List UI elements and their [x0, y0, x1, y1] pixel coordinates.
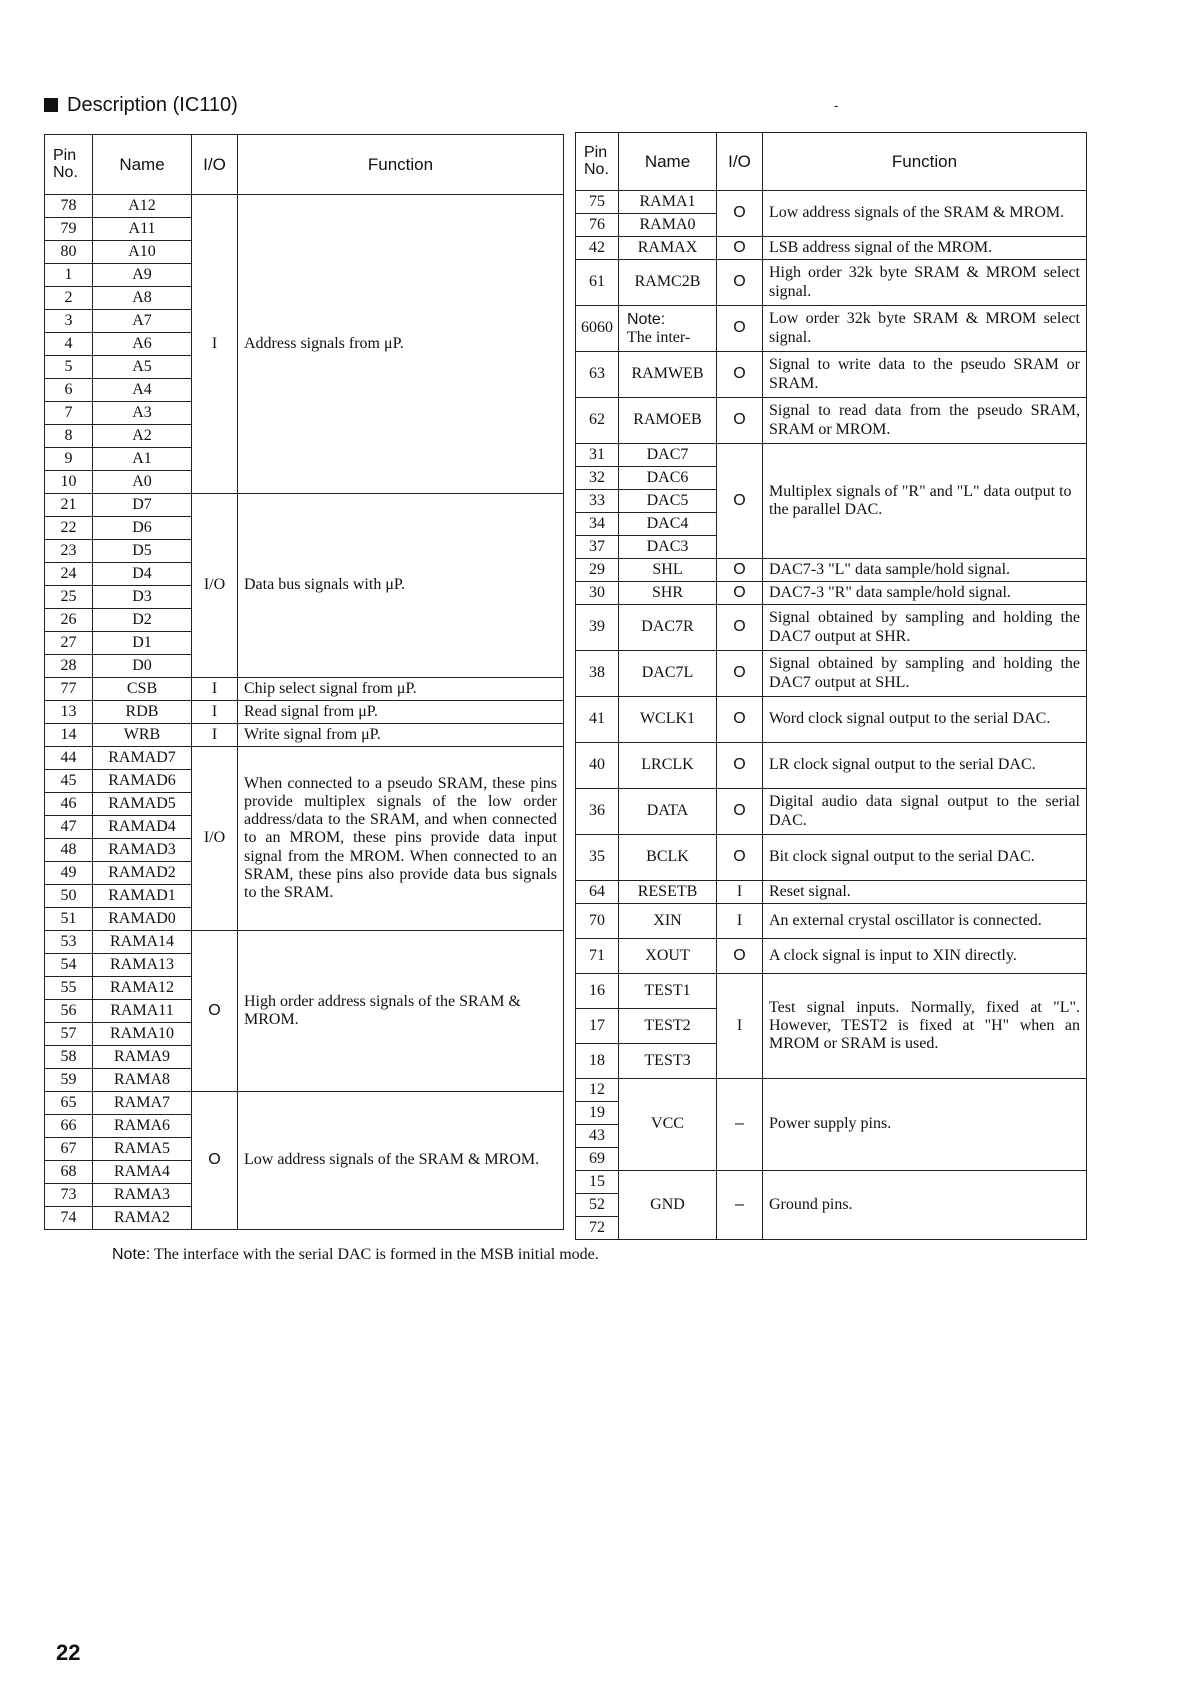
- header-io: I/O: [717, 133, 763, 191]
- pin-name: WCLK1: [619, 697, 717, 743]
- pin-name: A10: [93, 241, 192, 264]
- pin-name: RAMA3: [93, 1184, 192, 1207]
- pin-io: O: [717, 191, 763, 237]
- pin-name: BCLK: [619, 835, 717, 881]
- pin-function: An external crystal oscillator is connected.: [763, 904, 1087, 939]
- pin-name: WRB: [93, 724, 192, 747]
- pin-number: 37: [576, 536, 619, 559]
- pin-name: D0: [93, 655, 192, 678]
- pin-name: DAC7L: [619, 651, 717, 697]
- pin-name: RAMA11: [93, 1000, 192, 1023]
- pin-name: D2: [93, 609, 192, 632]
- pin-number: 47: [45, 816, 93, 839]
- pin-io: I/O: [192, 747, 238, 931]
- pin-name: RAMAD6: [93, 770, 192, 793]
- footnote-label: Note:: [112, 1246, 151, 1263]
- pin-io: O: [717, 559, 763, 582]
- pin-name: A5: [93, 356, 192, 379]
- pin-number: 42: [576, 237, 619, 260]
- table-row: [576, 1171, 1087, 1194]
- pin-number: 57: [45, 1023, 93, 1046]
- pin-name-line: The inter-: [627, 328, 691, 346]
- table-row: [576, 1079, 1087, 1102]
- pin-name: A6: [93, 333, 192, 356]
- pin-number: 70: [576, 904, 619, 939]
- table-row: [576, 881, 1087, 904]
- pin-function: Low address signals of the SRAM & MROM.: [763, 191, 1087, 237]
- pin-name: RAMA13: [93, 954, 192, 977]
- pin-number: 80: [45, 241, 93, 264]
- pin-number: 31: [576, 444, 619, 467]
- pin-number: 43: [576, 1125, 619, 1148]
- pin-function: Bit clock signal output to the serial DAC.: [763, 835, 1087, 881]
- pin-number: 29: [576, 559, 619, 582]
- pin-name: DAC3: [619, 536, 717, 559]
- table-row: [576, 191, 1087, 214]
- pin-name: DAC6: [619, 467, 717, 490]
- pin-number: 27: [45, 632, 93, 655]
- stray-mark: -: [834, 98, 839, 113]
- pin-name: A2: [93, 425, 192, 448]
- pin-name: A9: [93, 264, 192, 287]
- pin-number: 13: [45, 701, 93, 724]
- header-name: Name: [93, 135, 192, 195]
- pin-number: 71: [576, 939, 619, 974]
- pin-number: 36: [576, 789, 619, 835]
- pin-name: D6: [93, 517, 192, 540]
- pin-name: XOUT: [619, 939, 717, 974]
- pin-name: DAC7R: [619, 605, 717, 651]
- table-row: [576, 559, 1087, 582]
- pin-name: RAMA8: [93, 1069, 192, 1092]
- pin-number: 39: [576, 605, 619, 651]
- table-row: [45, 1092, 564, 1115]
- pin-name: D3: [93, 586, 192, 609]
- pin-io: I: [192, 195, 238, 494]
- pin-number: 73: [45, 1184, 93, 1207]
- table-row: [576, 237, 1087, 260]
- pin-number: 61: [576, 260, 619, 306]
- pin-io: O: [717, 582, 763, 605]
- pin-function: LR clock signal output to the serial DAC.: [763, 743, 1087, 789]
- pin-name: RAMAD2: [93, 862, 192, 885]
- pin-function: Digital audio data signal output to the serial DAC.: [763, 789, 1087, 835]
- pin-name: VCC: [619, 1079, 717, 1171]
- pin-io: I: [192, 724, 238, 747]
- table-row: [576, 904, 1087, 939]
- pin-io: O: [717, 743, 763, 789]
- pin-number: 72: [576, 1217, 619, 1240]
- pin-function: Low address signals of the SRAM & MROM.: [238, 1092, 564, 1230]
- pin-name: TEST1: [619, 974, 717, 1009]
- pin-io: O: [717, 260, 763, 306]
- pin-table-left: [44, 134, 564, 1230]
- pin-name: D1: [93, 632, 192, 655]
- pin-number: 33: [576, 490, 619, 513]
- pin-number: 74: [45, 1207, 93, 1230]
- pin-io: O: [717, 939, 763, 974]
- pin-table-left-body: [45, 195, 564, 1230]
- pin-name: D7: [93, 494, 192, 517]
- pin-io: I: [717, 881, 763, 904]
- pin-function: Signal obtained by sampling and holding the DAC7 output at SHR.: [763, 605, 1087, 651]
- pin-name-line: Note:: [627, 310, 666, 328]
- pin-number: 38: [576, 651, 619, 697]
- pin-name: RAMA1: [619, 191, 717, 214]
- pin-number: 7: [45, 402, 93, 425]
- table-row: [576, 306, 1087, 352]
- pin-number: 17: [576, 1009, 619, 1044]
- footnote-text: The interface with the serial DAC is formed in the MSB initial mode.: [153, 1246, 599, 1263]
- pin-name: LRCLK: [619, 743, 717, 789]
- pin-number: 4: [45, 333, 93, 356]
- table-row: [45, 747, 564, 770]
- pin-number: 3: [45, 310, 93, 333]
- pin-function: Data bus signals with μP.: [238, 494, 564, 678]
- pin-number: 5: [45, 356, 93, 379]
- pin-function: Reset signal.: [763, 881, 1087, 904]
- table-row: [45, 678, 564, 701]
- pin-name: RAMA2: [93, 1207, 192, 1230]
- pin-io: –: [717, 1171, 763, 1240]
- pin-number: 12: [576, 1079, 619, 1102]
- pin-number: 34: [576, 513, 619, 536]
- header-pin-no: Pin No.: [45, 135, 93, 195]
- table-row: [576, 743, 1087, 789]
- header-name: Name: [619, 133, 717, 191]
- table-row: [45, 931, 564, 954]
- pin-function: Power supply pins.: [763, 1079, 1087, 1171]
- pin-number: 16: [576, 974, 619, 1009]
- pin-io: O: [717, 398, 763, 444]
- table-row: [576, 398, 1087, 444]
- pin-function: A clock signal is input to XIN directly.: [763, 939, 1087, 974]
- pin-io: O: [192, 931, 238, 1092]
- pin-name: RAMAD3: [93, 839, 192, 862]
- table-row: [576, 939, 1087, 974]
- pin-name: A11: [93, 218, 192, 241]
- pin-table-right: [575, 132, 1087, 1240]
- pin-number: 62: [576, 398, 619, 444]
- pin-name: RAMAX: [619, 237, 717, 260]
- pin-name: TEST2: [619, 1009, 717, 1044]
- pin-number: 21: [45, 494, 93, 517]
- pin-number: 64: [576, 881, 619, 904]
- pin-number: 65: [45, 1092, 93, 1115]
- pin-name: XIN: [619, 904, 717, 939]
- table-row: [576, 974, 1087, 1009]
- pin-name: CSB: [93, 678, 192, 701]
- table-row: [45, 701, 564, 724]
- table-row: [576, 789, 1087, 835]
- pin-name: RESETB: [619, 881, 717, 904]
- pin-function: DAC7-3 "R" data sample/hold signal.: [763, 582, 1087, 605]
- pin-io: O: [717, 352, 763, 398]
- pin-function: Chip select signal from μP.: [238, 678, 564, 701]
- pin-function: Signal obtained by sampling and holding the DAC7 output at SHL.: [763, 651, 1087, 697]
- section-heading-text: Description (IC110): [67, 94, 238, 116]
- pin-function: Low order 32k byte SRAM & MROM select signal.: [763, 306, 1087, 352]
- table-row: [45, 724, 564, 747]
- table-row: [576, 260, 1087, 306]
- pin-function: LSB address signal of the MROM.: [763, 237, 1087, 260]
- pin-name: RAMA14: [93, 931, 192, 954]
- table-row: [576, 697, 1087, 743]
- pin-name: DATA: [619, 789, 717, 835]
- pin-name: A8: [93, 287, 192, 310]
- pin-io: I: [192, 678, 238, 701]
- table-row: [45, 494, 564, 517]
- pin-function: Address signals from μP.: [238, 195, 564, 494]
- pin-name: A1: [93, 448, 192, 471]
- table-row: [576, 605, 1087, 651]
- pin-function: High order address signals of the SRAM & MROM.: [238, 931, 564, 1092]
- pin-name: RAMAD5: [93, 793, 192, 816]
- pin-number: 66: [45, 1115, 93, 1138]
- pin-name: A4: [93, 379, 192, 402]
- pin-name: RAMAD4: [93, 816, 192, 839]
- pin-number: 32: [576, 467, 619, 490]
- pin-name: RAMOEB: [619, 398, 717, 444]
- header-function: Function: [238, 135, 564, 195]
- table-row: [576, 835, 1087, 881]
- bullet-square-icon: [44, 98, 58, 112]
- pin-function: When connected to a pseudo SRAM, these pins provide multiplex signals of the low order address/data to the SRAM, and when connected to an MROM, these pins provide data input signal from the MROM. When connected to an SRAM, these pins also provide data bus signals to the SRAM.: [238, 747, 564, 931]
- table-row: [576, 651, 1087, 697]
- footnote: [112, 1246, 599, 1264]
- pin-io: O: [717, 306, 763, 352]
- pin-number: 56: [45, 1000, 93, 1023]
- pin-number: 8: [45, 425, 93, 448]
- pin-number: 67: [45, 1138, 93, 1161]
- pin-number: 18: [576, 1044, 619, 1079]
- pin-io: O: [192, 1092, 238, 1230]
- pin-number: 10: [45, 471, 93, 494]
- pin-io: O: [717, 651, 763, 697]
- pin-name: RAMA7: [93, 1092, 192, 1115]
- header-pin-no: Pin No.: [576, 133, 619, 191]
- header-function: Function: [763, 133, 1087, 191]
- page-number: 22: [56, 1640, 81, 1665]
- pin-name: RAMA5: [93, 1138, 192, 1161]
- pin-name: D4: [93, 563, 192, 586]
- pin-number: 6: [45, 379, 93, 402]
- pin-io: O: [717, 237, 763, 260]
- pin-function: Word clock signal output to the serial DAC.: [763, 697, 1087, 743]
- pin-io: I/O: [192, 494, 238, 678]
- table-row: [576, 444, 1087, 467]
- pin-name: SHR: [619, 582, 717, 605]
- pin-number: 75: [576, 191, 619, 214]
- pin-name: RAMA6: [93, 1115, 192, 1138]
- pin-function: Test signal inputs. Normally, fixed at "L". However, TEST2 is fixed at "H" when an MROM or SRAM is used.: [763, 974, 1087, 1079]
- pin-number: 76: [576, 214, 619, 237]
- pin-function: Signal to write data to the pseudo SRAM or SRAM.: [763, 352, 1087, 398]
- table-row: [45, 195, 564, 218]
- pin-number: 25: [45, 586, 93, 609]
- pin-number: 19: [576, 1102, 619, 1125]
- pin-number: 77: [45, 678, 93, 701]
- pin-name: D5: [93, 540, 192, 563]
- pin-number: 28: [45, 655, 93, 678]
- pin-number: 14: [45, 724, 93, 747]
- pin-io: O: [717, 789, 763, 835]
- pin-name: A7: [93, 310, 192, 333]
- pin-number: 50: [45, 885, 93, 908]
- pin-number: 54: [45, 954, 93, 977]
- pin-number: 46: [45, 793, 93, 816]
- pin-name: DAC4: [619, 513, 717, 536]
- pin-name: RAMA12: [93, 977, 192, 1000]
- pin-name: RAMA9: [93, 1046, 192, 1069]
- pin-function: Ground pins.: [763, 1171, 1087, 1240]
- pin-number: 41: [576, 697, 619, 743]
- pin-number: 58: [45, 1046, 93, 1069]
- pin-number: 52: [576, 1194, 619, 1217]
- header-io: I/O: [192, 135, 238, 195]
- pin-io: I: [717, 974, 763, 1079]
- pin-name: RAMAD0: [93, 908, 192, 931]
- pin-name: TEST3: [619, 1044, 717, 1079]
- pin-function: High order 32k byte SRAM & MROM select signal.: [763, 260, 1087, 306]
- pin-number: 53: [45, 931, 93, 954]
- pin-name: DAC7: [619, 444, 717, 467]
- pin-number: 45: [45, 770, 93, 793]
- pin-name: GND: [619, 1171, 717, 1240]
- pin-io: O: [717, 697, 763, 743]
- pin-number: 49: [45, 862, 93, 885]
- pin-name: RAMAD7: [93, 747, 192, 770]
- pin-number: 22: [45, 517, 93, 540]
- pin-name: SHL: [619, 559, 717, 582]
- pin-name: A12: [93, 195, 192, 218]
- pin-number: 2: [45, 287, 93, 310]
- pin-name: RDB: [93, 701, 192, 724]
- pin-name: RAMA0: [619, 214, 717, 237]
- pin-number: 63: [576, 352, 619, 398]
- pin-number: 23: [45, 540, 93, 563]
- pin-number: 51: [45, 908, 93, 931]
- pin-name: RAMWEB: [619, 352, 717, 398]
- pin-number: 15: [576, 1171, 619, 1194]
- pin-io: –: [717, 1079, 763, 1171]
- pin-name: RAMAD1: [93, 885, 192, 908]
- pin-number: 9: [45, 448, 93, 471]
- pin-function: Signal to read data from the pseudo SRAM, SRAM or MROM.: [763, 398, 1087, 444]
- pin-number: 30: [576, 582, 619, 605]
- pin-name: RAMA10: [93, 1023, 192, 1046]
- table-row: [576, 582, 1087, 605]
- pin-name: A0: [93, 471, 192, 494]
- pin-number: 35: [576, 835, 619, 881]
- pin-name: RAMA4: [93, 1161, 192, 1184]
- pin-function: Read signal from μP.: [238, 701, 564, 724]
- pin-number: 59: [45, 1069, 93, 1092]
- pin-io: O: [717, 835, 763, 881]
- pin-function: Write signal from μP.: [238, 724, 564, 747]
- pin-function: DAC7-3 "L" data sample/hold signal.: [763, 559, 1087, 582]
- pin-number: 78: [45, 195, 93, 218]
- pin-number: 69: [576, 1148, 619, 1171]
- pin-io: O: [717, 605, 763, 651]
- pin-function: Multiplex signals of "R" and "L" data output to the parallel DAC.: [763, 444, 1087, 559]
- pin-number: 68: [45, 1161, 93, 1184]
- pin-number: 24: [45, 563, 93, 586]
- pin-number: 26: [45, 609, 93, 632]
- pin-number: 1: [45, 264, 93, 287]
- pin-io: O: [717, 444, 763, 559]
- pin-number: 79: [45, 218, 93, 241]
- pin-name: DAC5: [619, 490, 717, 513]
- section-heading: [44, 94, 238, 117]
- pin-number: 6060: [576, 306, 619, 352]
- pin-io: I: [192, 701, 238, 724]
- pin-io: I: [717, 904, 763, 939]
- pin-name: A3: [93, 402, 192, 425]
- pin-table-right-body: [576, 191, 1087, 1240]
- pin-number: 55: [45, 977, 93, 1000]
- pin-name: [619, 306, 717, 352]
- pin-name: RAMC2B: [619, 260, 717, 306]
- pin-number: 48: [45, 839, 93, 862]
- pin-number: 44: [45, 747, 93, 770]
- pin-number: 40: [576, 743, 619, 789]
- table-row: [576, 352, 1087, 398]
